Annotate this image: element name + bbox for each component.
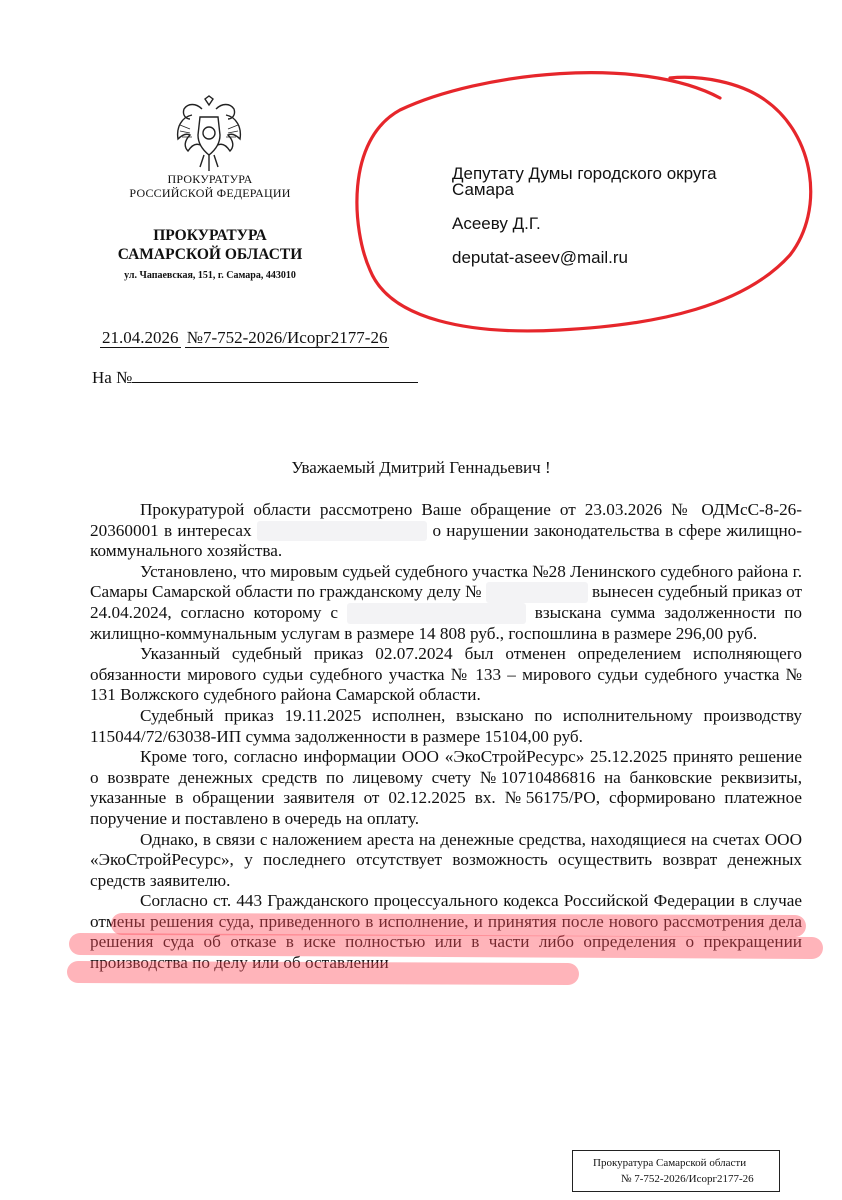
paragraph-1 bbox=[90, 500, 802, 562]
org-small-line2: РОССИЙСКОЙ ФЕДЕРАЦИИ bbox=[129, 186, 291, 200]
org-address: ул. Чапаевская, 151, г. Самара, 443010 bbox=[124, 270, 296, 281]
recipient-name: Асееву Д.Г. bbox=[452, 214, 541, 233]
paragraph-6: Однако, в связи с наложением ареста на денежные средства, находящиеся на счетах ООО «ЭкоСтройРесурс», у последнего отсутствует возможность осуществить возврат денежных средств заявителю. bbox=[90, 829, 802, 890]
registration-stamp bbox=[572, 1150, 780, 1192]
p1-part1: Прокуратурой области рассмотрено Ваше обращение от 23.03.2026 № ОДМсС-8-26-20360001 в интересах bbox=[90, 500, 802, 540]
org-name bbox=[95, 226, 325, 264]
paragraph-4: Судебный приказ 19.11.2025 исполнен, взыскано по исполнительному производству 115044/72/63038-ИП сумма задолженности в размере 15104,00 руб. bbox=[90, 705, 802, 746]
p2-part1: Установлено, что мировым судьей судебного участка №28 Ленинского судебного района г. Самары Самарской области по гражданскому делу № bbox=[90, 561, 802, 602]
stamp-line2: № 7-752-2026/Исорг2177-26 bbox=[621, 1173, 754, 1185]
recipient-line2: Самара bbox=[452, 180, 514, 199]
paragraph-7: Согласно ст. 443 Гражданского процессуального кодекса Российской Федерации в случае отмены решения суда, приведенного в исполнение, и принятия после нового рассмотрения дела решения суда об отказе в иске полностью или в части либо определения о прекращении производства по делу или об оставлении bbox=[90, 891, 802, 973]
redacted-name bbox=[257, 521, 427, 542]
stamp-line1: Прокуратура Самарской области bbox=[593, 1157, 747, 1169]
reference-date: 21.04.2026 bbox=[102, 328, 179, 347]
redacted-case-number bbox=[486, 582, 588, 603]
p1-part2: о нарушении законодательства в сфере жилищно-коммунального хозяйства. bbox=[90, 520, 802, 561]
paragraph-3: Указанный судебный приказ 02.07.2024 был отменен определением исполняющего обязанности мирового судьи судебного участка № 133 – мирового судьи судебного участка № 131 Волжского судебного района Самарской области. bbox=[90, 644, 802, 705]
coat-of-arms-icon bbox=[172, 95, 246, 175]
org-name-line1: ПРОКУРАТУРА bbox=[153, 227, 267, 244]
p2-part3: взыскана сумма задолженности по жилищно-коммунальным услугам в размере 14 808 руб., госпошлина в размере 296,00 руб. bbox=[90, 602, 803, 643]
org-header-small bbox=[100, 172, 320, 200]
recipient-line1: Депутату Думы городского округа bbox=[452, 164, 717, 183]
reference-line bbox=[100, 328, 389, 348]
org-name-line2: САМАРСКОЙ ОБЛАСТИ bbox=[117, 246, 303, 263]
na-label: На № bbox=[92, 368, 133, 387]
incoming-reference bbox=[92, 368, 418, 388]
salutation: Уважаемый Дмитрий Геннадьевич ! bbox=[291, 458, 551, 477]
paragraph-5: Кроме того, согласно информации ООО «ЭкоСтройРесурс» 25.12.2025 принято решение о возврате денежных средств по лицевому счету №10710486816 на банковские реквизиты, указанные в обращении заявителя от 02.12.2025 вх. №56175/РО, сформировано платежное поручение и поставлено в очередь на оплату. bbox=[90, 747, 802, 828]
org-small-line1: ПРОКУРАТУРА bbox=[167, 172, 253, 186]
reference-number: №7-752-2026/Исорг2177-26 bbox=[186, 328, 388, 347]
letter-body bbox=[90, 500, 802, 974]
recipient-email: deputat-aseev@mail.ru bbox=[452, 248, 629, 267]
recipient-block bbox=[452, 166, 782, 266]
p2-part2: вынесен судебный приказ от 24.04.2024, согласно которому с bbox=[90, 582, 803, 622]
paragraph-2 bbox=[90, 562, 802, 644]
redacted-debtor bbox=[347, 603, 526, 624]
